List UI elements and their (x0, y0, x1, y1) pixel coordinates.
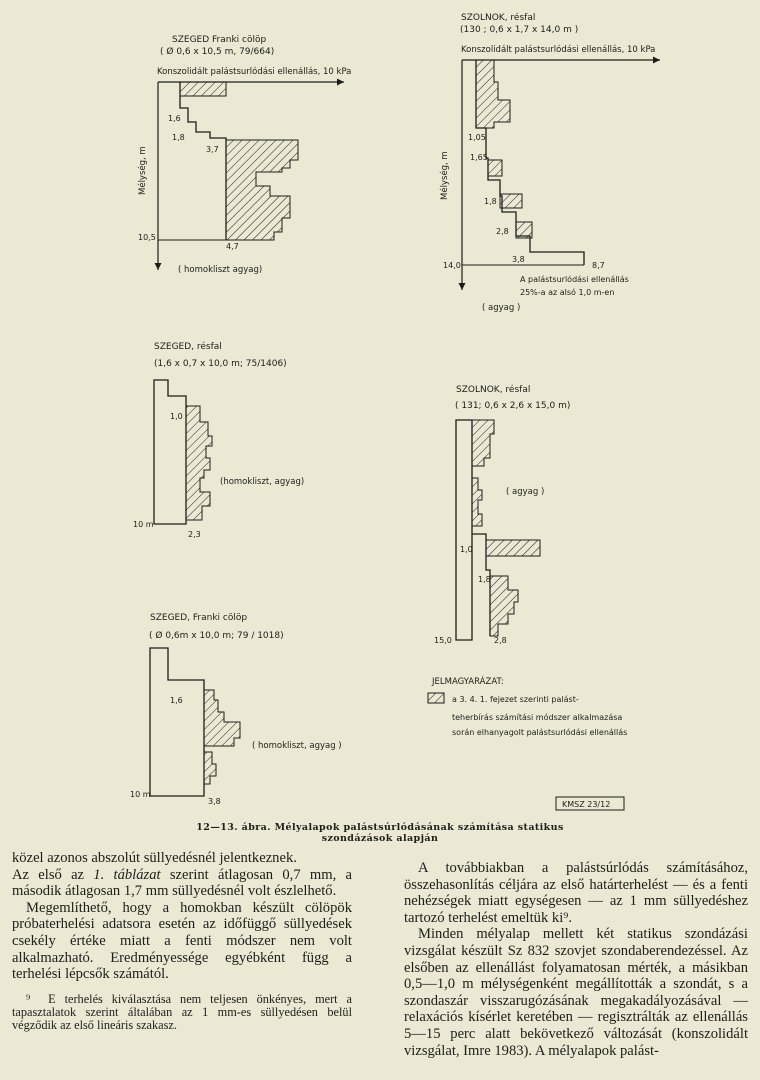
d1-axis-label: Mélység, m (138, 146, 148, 195)
d2-hatch-b (500, 194, 522, 208)
caption-line-2: szondázások alapján (321, 833, 439, 844)
diagram-szolnok-resfal-131 (434, 384, 570, 645)
diagram-szeged-resfal-1406 (133, 341, 304, 539)
d2-hatch-top (476, 60, 510, 128)
d4-val-1: 1,0 (460, 545, 473, 554)
d4-hatch-wide (486, 540, 540, 556)
d1-hatch-main (226, 140, 298, 240)
d5-hatch-top (204, 690, 240, 746)
d2-val-7: 8,7 (592, 261, 605, 270)
d5-outline (150, 648, 204, 796)
legend-title: JELMAGYARÁZAT: (432, 677, 504, 687)
d2-title: SZOLNOK, résfal (461, 13, 536, 23)
d4-hatch-bottom (490, 576, 518, 636)
d4-subtitle: ( 131; 0,6 x 2,6 x 15,0 m) (455, 401, 571, 411)
left-column (12, 850, 352, 1032)
d3-outline (154, 380, 186, 524)
d1-soil-label: ( homokliszt agyag) (178, 265, 263, 275)
d5-title: SZEGED, Franki cölöp (150, 613, 248, 623)
d1-val-4: 10,5 (138, 233, 156, 242)
d4-val-4: 2,8 (494, 636, 507, 645)
d4-outline (456, 420, 472, 640)
d4-val-2: 1,8 (478, 575, 491, 584)
d2-note-1: A palástsurlódási ellenállás (520, 275, 629, 284)
caption-line-1: 12—13. ábra. Mélyalapok palástsúrlódásának számítása statikus (196, 822, 564, 833)
d1-friction-label: Konszolidált palástsurlódási ellenállás, 10 kPa (157, 67, 352, 77)
footnote (12, 993, 352, 1033)
d2-note-2: 25%-a az alsó 1,0 m-en (520, 288, 615, 297)
d3-val-3: 2,3 (188, 530, 201, 539)
right-para-2: Minden mélyalap mellett két statikus szondázási vizsgálat készült Sz 832 szovjet szondaberendezéssel. Az elsőben az ellenállást folyamatosan mérték, a másikban 0,5—1,0 m mélységenként megállították a szondát, s a szondaszár visszarugózásának megakadályozásával — relaxációs kísérlet keretében — regisztrálták az ellenállás 5—15 perc alatt bekövetkező változását (konszolidált vizsgálat, Imre 1983). A mélyalapok palást- (404, 926, 748, 1059)
d1-subtitle: ( Ø 0,6 x 10,5 m, 79/664) (160, 47, 275, 57)
left-para-2 (12, 867, 352, 900)
d1-val-1: 1,6 (168, 114, 181, 123)
diagram-szeged-franki-664 (137, 35, 351, 275)
d3-title: SZEGED, résfal (154, 342, 222, 352)
d5-val-2: 10 m (130, 790, 151, 799)
d5-val-3: 3,8 (208, 797, 221, 806)
d3-val-2: 10 m (133, 520, 154, 529)
d4-hatch-top (472, 420, 494, 466)
legend-hatch-swatch (428, 693, 444, 703)
d2-soil-label: ( agyag ) (482, 303, 521, 313)
right-column (404, 860, 748, 1059)
d5-val-1: 1,6 (170, 696, 183, 705)
d2-val-4: 2,8 (496, 227, 509, 236)
d3-subtitle: (1,6 x 0,7 x 10,0 m; 75/1406) (154, 359, 287, 369)
d4-title: SZOLNOK, résfal (456, 385, 531, 395)
d5-soil-label: ( homokliszt, agyag ) (252, 741, 342, 751)
d3-val-1: 1,0 (170, 412, 183, 421)
d1-val-3: 3,7 (206, 145, 219, 154)
d2-hatch-c (516, 222, 532, 238)
d5-hatch-bottom (204, 752, 216, 784)
d2-hatch-a (488, 160, 502, 176)
right-para-1: A továbbiakban a palástsúrlódás számításához, összehasonlítás céljára az első határterhelést — és a fenti nehézségek miatt egységesen — az 1 mm süllyedéshez tartozó terhelést emeltük ki⁹. (404, 860, 748, 926)
table-reference: 1. táblázat (93, 866, 161, 883)
legend (428, 675, 627, 737)
d2-val-3: 1,8 (484, 197, 497, 206)
stamp (556, 797, 624, 810)
d1-val-2: 1,8 (172, 133, 185, 142)
legend-line-1: a 3. 4. 1. fejezet szerinti palást- (452, 695, 579, 704)
d1-hatch-top (180, 82, 226, 96)
d4-soil-label: ( agyag ) (506, 487, 545, 497)
left-para-1: közel azonos abszolút süllyedésnél jelentkeznek. (12, 850, 297, 866)
diagram-szolnok-resfal-130 (439, 12, 660, 313)
diagram-szeged-franki-1018 (130, 613, 342, 806)
footnote-text: E terhelés kiválasztása nem teljesen önkényes, mert a tapasztalatok szerint általában az 1 mm-es süllyedésen belül végződik az első lineáris szakasz. (12, 991, 352, 1033)
d5-subtitle: ( Ø 0,6m x 10,0 m; 79 / 1018) (149, 631, 284, 641)
d2-val-1: 1,05 (468, 133, 486, 142)
figure-caption (0, 822, 760, 844)
d2-friction-label: Konszolidált palástsurlódási ellenállás, 10 kPa (461, 45, 656, 55)
d2-subtitle: (130 ; 0,6 x 1,7 x 14,0 m ) (460, 25, 579, 35)
d2-val-5: 3,8 (512, 255, 525, 264)
d2-val-6: 14,0 (443, 261, 461, 270)
footnote-mark: ⁹ (26, 991, 31, 1006)
left-para-2-a: Az első az (12, 866, 94, 883)
d3-hatch (186, 406, 212, 520)
d2-val-2: 1,65 (470, 153, 488, 162)
left-para-3: Megemlíthető, hogy a homokban készült cölöpök próbaterhelési adatsora esetén az időfüggő süllyedések csekély értéke miatt a fenti módszer nem volt alkalmazható. Eredményessége egyébként függ a terhelési lépcsők számától. (12, 899, 352, 983)
left-para-2-b: szerint átlagosan 0,7 mm, a második átlagosan 1,7 mm süllyedésnél volt észlelhető. (12, 866, 352, 900)
d1-val-5: 4,7 (226, 242, 239, 251)
legend-line-3: során elhanyagolt palástsurlódási ellenállás (452, 728, 628, 737)
d4-val-3: 15,0 (434, 636, 452, 645)
d1-friction-profile (180, 82, 226, 240)
d2-axis-label: Mélység, m (440, 151, 450, 200)
d1-title: SZEGED Franki cölöp (172, 35, 267, 45)
stamp-text: KMSZ 23/12 (562, 800, 611, 809)
d4-hatch-mid (472, 478, 482, 526)
d3-soil-label: (homokliszt, agyag) (220, 477, 305, 487)
legend-line-2: teherbírás számítási módszer alkalmazása (452, 713, 623, 722)
